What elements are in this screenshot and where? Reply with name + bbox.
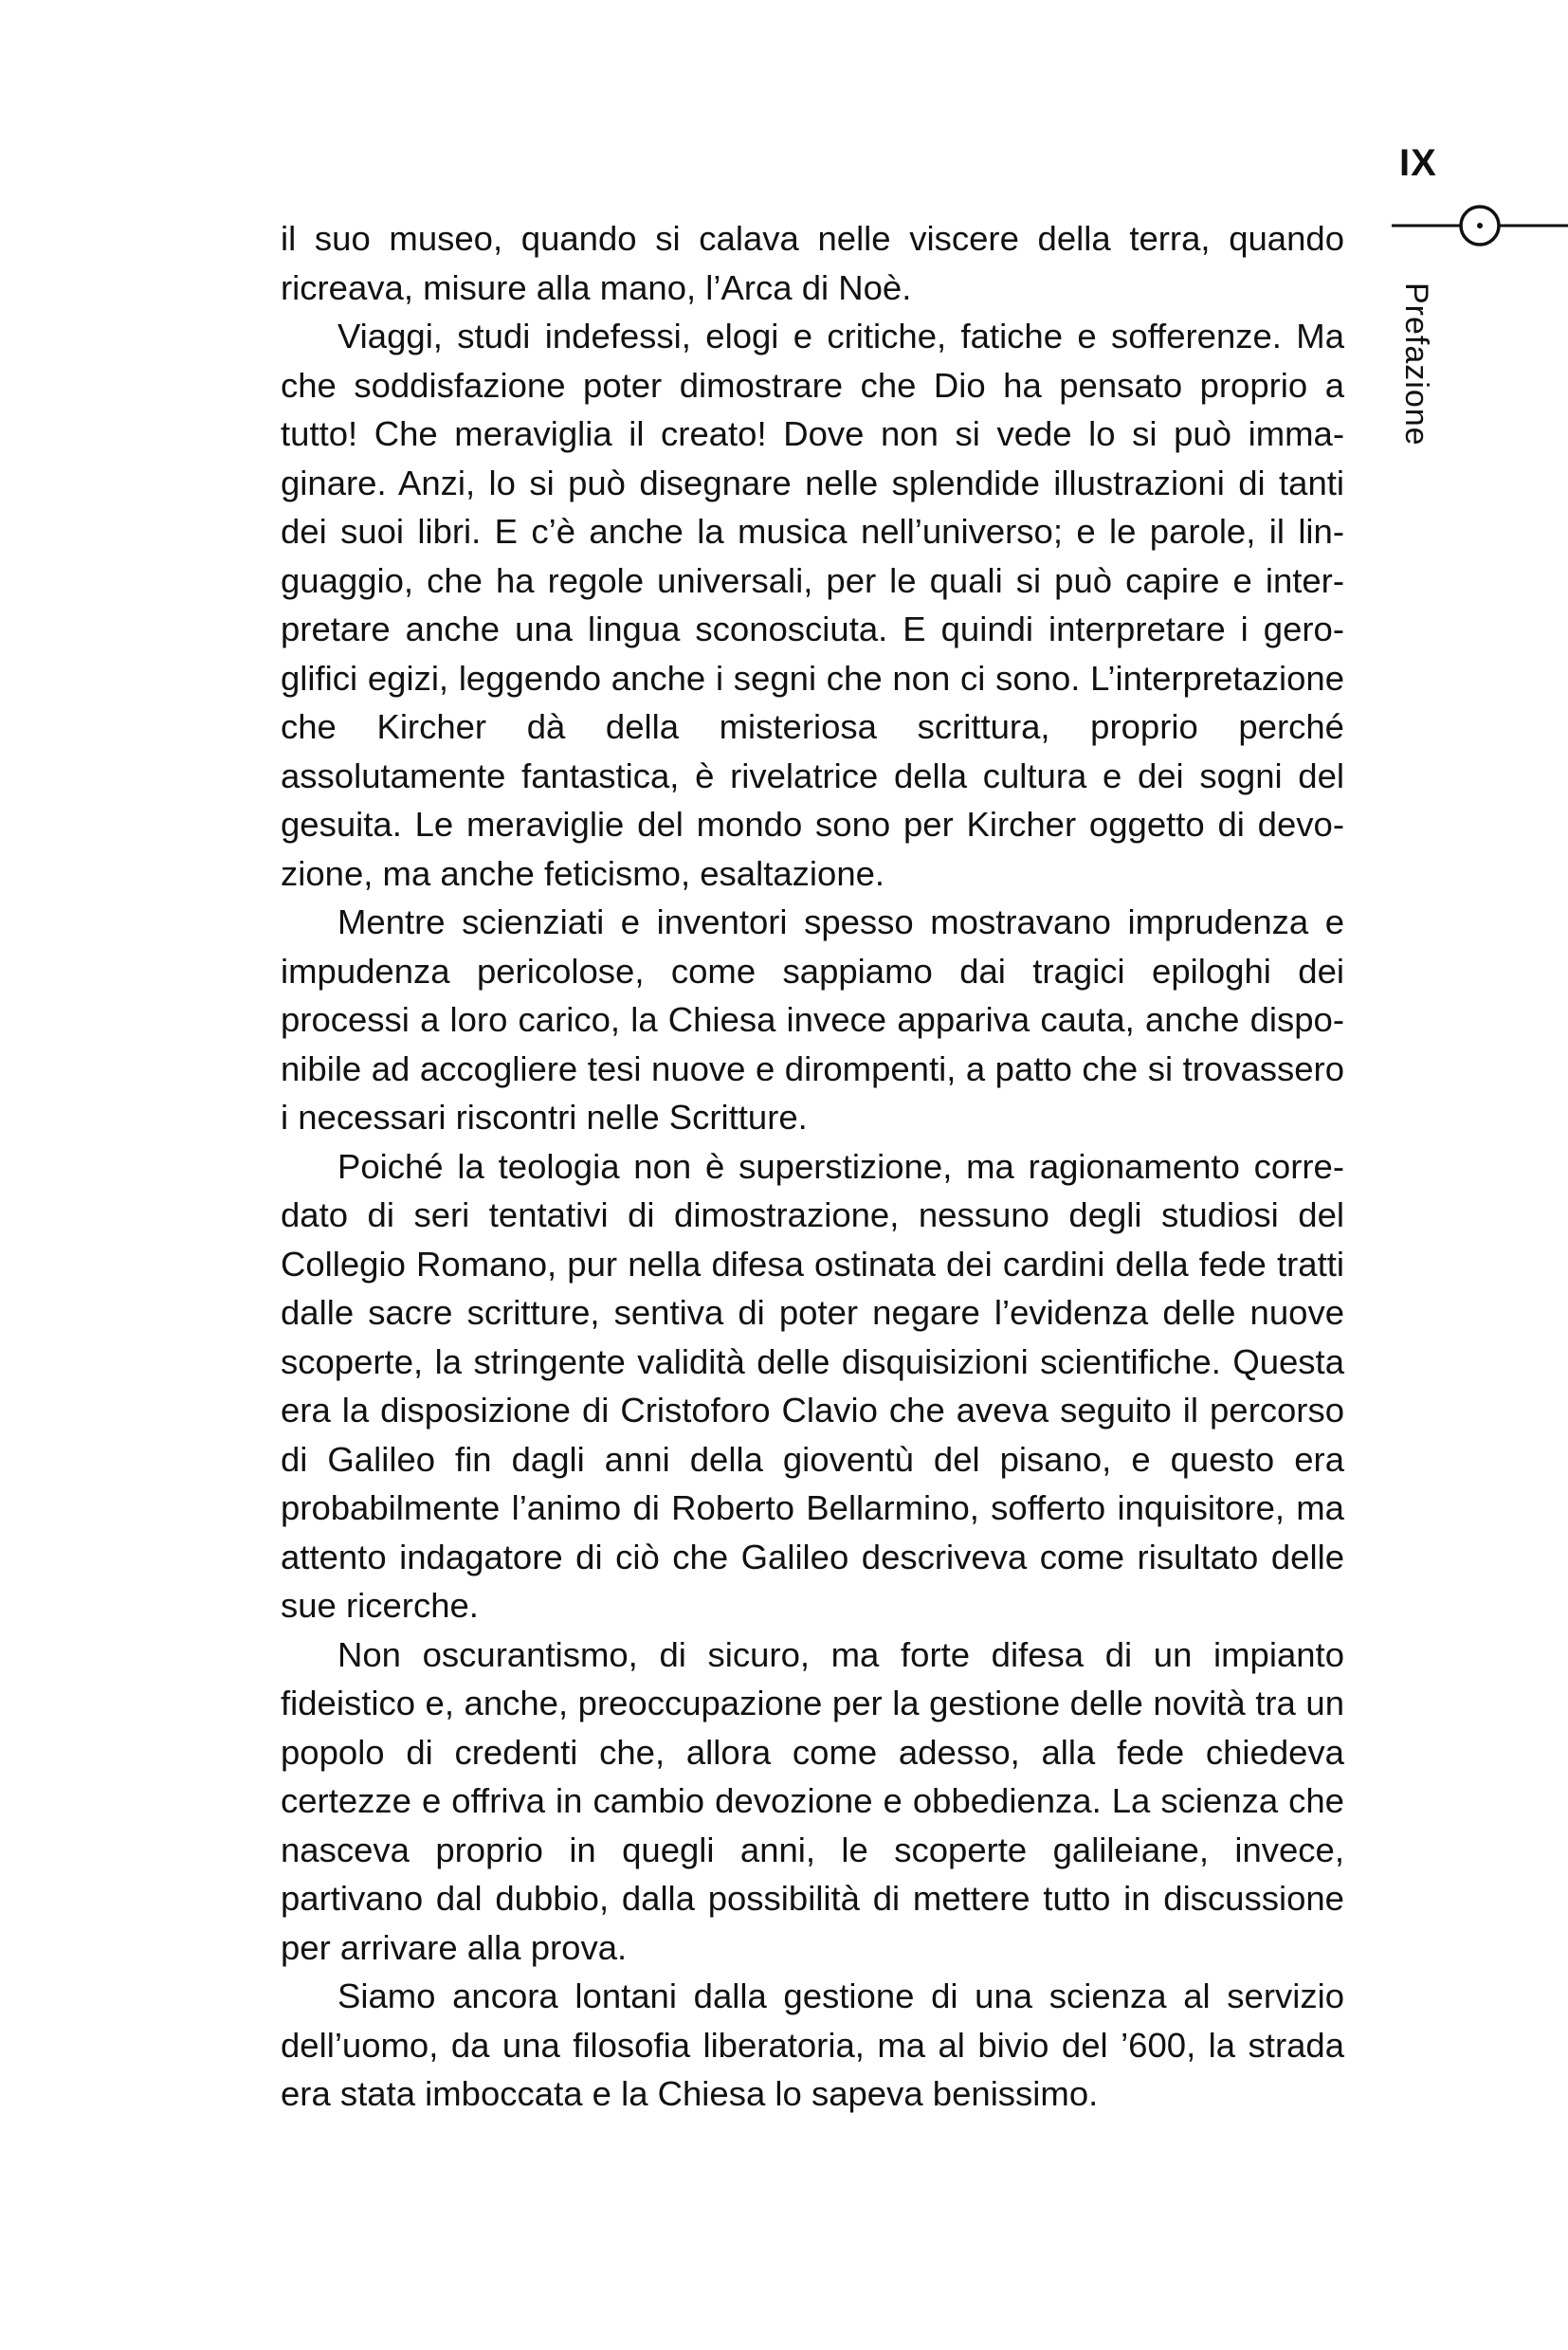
paragraph: Poiché la teologia non è superstizione, ma ragionamento corredato di seri tentativi di dimostrazione, nessuno degli studiosi del Collegio Romano, pur nella difesa ostinata dei cardini della fede tratti dalle sacre scritture, sentiva di poter negare l’evidenza delle nuove scoperte, la stringente validità delle disquisizioni scientifiche. Questa era la disposizione di Cristoforo Clavio che aveva seguito il percorso di Galileo fin dagli anni della gioventù del pisano, e questo era probabilmente l’animo di Roberto Bellarmino, sofferto inquisitore, ma attento indagatore di ciò che Galileo descriveva come risultato delle sue ricerche.	[281, 1146, 1344, 1625]
paragraph: Viaggi, studi indefessi, elogi e critiche, fatiche e sofferenze. Ma che soddisfazione poter dimostrare che Dio ha pensato proprio a tutto! Che meraviglia il creato! Dove non si vede lo si può immaginare. Anzi, lo si può disegnare nelle splendide illustrazioni di tanti dei suoi libri. E c’è anche la musica nell’universo; e le parole, il linguaggio, che ha regole universali, per le quali si può capire e interpretare anche una lingua sconosciuta. E quindi interpretare i geroglifici egizi, leggendo anche i segni che non ci sono. L’interpretazione che Kircher dà della misteriosa scrittura, proprio perché assolutamente fantastica, è rivelatrice della cultura e dei sogni del gesuita. Le meraviglie del mondo sono per Kircher oggetto di devozione, ma anche feticismo, esaltazione.	[281, 317, 1344, 893]
page-number: IX	[1399, 142, 1437, 184]
paragraph: Siamo ancora lontani dalla gestione di una scienza al servizio dell’uomo, da una filosofia liberatoria, ma al bivio del ’600, la strada era stata imboccata e la Chiesa lo sapeva benissimo.	[281, 1977, 1344, 2113]
paragraph: il suo museo, quando si calava nelle viscere della terra, quando ricreava, misure alla mano, l’Arca di Noè.	[281, 219, 1344, 307]
body-text	[281, 214, 1344, 2119]
running-head: Prefazione	[1398, 282, 1434, 446]
paragraph: Non oscurantismo, di sicuro, ma forte difesa di un impianto fideistico e, anche, preoccupazione per la gestione delle novità tra un popolo di credenti che, allora come adesso, alla fede chiedeva certezze e offriva in cambio devozione e obbedienza. La scienza che nasceva proprio in quegli anni, le scoperte galileiane, invece, partivano dal dubbio, dalla possibilità di mettere tutto in discussione per arrivare alla prova.	[281, 1634, 1344, 1967]
header-ornament-icon	[1392, 199, 1568, 252]
paragraph: Mentre scienziati e inventori spesso mostravano imprudenza e impudenza pericolose, come sappiamo dai tragici epiloghi dei processi a loro carico, la Chiesa invece appariva cauta, anche disponibile ad accogliere tesi nuove e dirompenti, a patto che si trovassero i necessari riscontri nelle Scritture.	[281, 902, 1344, 1137]
